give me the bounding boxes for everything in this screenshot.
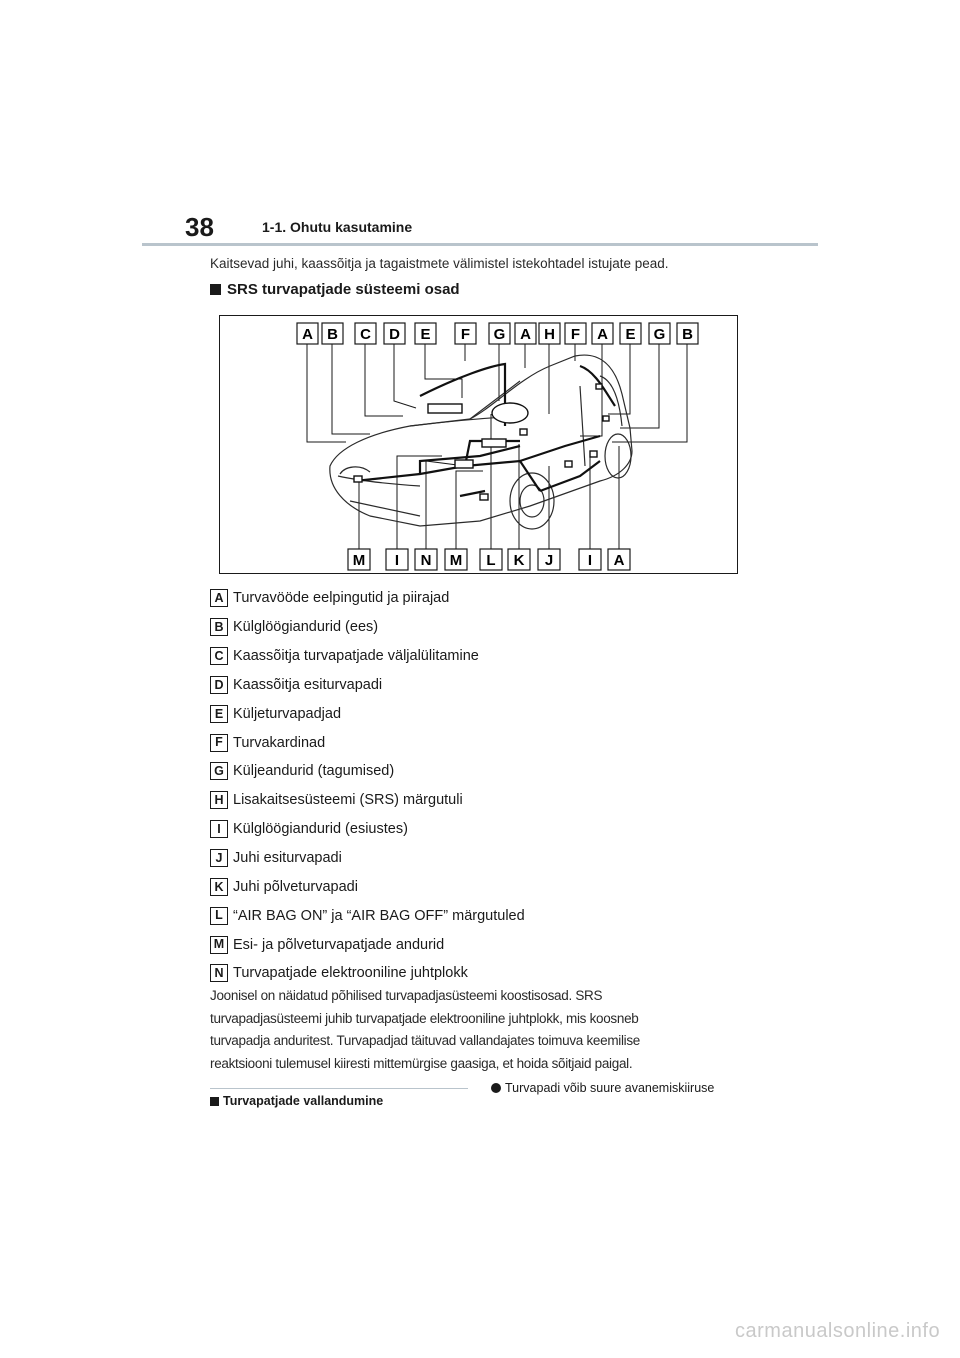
- svg-text:J: J: [544, 552, 554, 569]
- top-label-3: [355, 323, 376, 344]
- bottom-label-2: [386, 549, 408, 570]
- legend-letter: B: [210, 618, 228, 636]
- top-label-10: [565, 323, 586, 344]
- top-label-13: [649, 323, 670, 344]
- bottom-label-5: [480, 549, 502, 570]
- legend-letter: G: [210, 762, 228, 780]
- legend-text: Küljeturvapadjad: [233, 705, 342, 722]
- legend-item: [210, 613, 525, 642]
- svg-text:H: H: [544, 326, 555, 343]
- top-label-2: [322, 323, 343, 344]
- top-label-6: [455, 323, 476, 344]
- section-title: 1-1. Ohutu kasutamine: [262, 219, 413, 235]
- svg-text:M: M: [352, 552, 366, 569]
- top-label-14: [677, 323, 698, 344]
- legend-item: [210, 844, 525, 873]
- watermark: carmanualsonline.info: [735, 1320, 941, 1342]
- legend-letter: E: [210, 705, 228, 723]
- svg-text:E: E: [625, 326, 636, 343]
- legend-text: Esi- ja põlveturvapatjade andurid: [233, 936, 445, 953]
- paragraph-line: reaktsiooni tulemusel kiiresti mittemürgise gaasiga, et hoida sõitjaid paigal.: [210, 1055, 633, 1071]
- svg-text:I: I: [587, 552, 593, 569]
- legend-text: Kaassõitja turvapatjade väljalülitamine: [233, 648, 479, 665]
- subheading-text: SRS turvapatjade süsteemi osad: [227, 281, 460, 298]
- legend-text: Lisakaitsesüsteemi (SRS) märgutuli: [233, 792, 463, 809]
- legend-item: [210, 699, 525, 728]
- page-number: 38: [185, 212, 214, 242]
- paragraph-line: turvapadjasüsteemi juhib turvapatjade elektrooniline juhtplokk, mis koosneb: [210, 1010, 639, 1026]
- svg-text:A: A: [302, 326, 313, 343]
- legend-letter: J: [210, 849, 228, 867]
- bottom-right-note: [491, 1081, 714, 1095]
- legend-letter: C: [210, 647, 228, 665]
- bottom-label-9: [608, 549, 630, 570]
- square-bullet-icon: [210, 284, 221, 295]
- svg-text:I: I: [394, 552, 400, 569]
- top-label-11: [592, 323, 613, 344]
- bottom-rule: [210, 1088, 468, 1089]
- svg-text:E: E: [420, 326, 431, 343]
- header-rule: [142, 243, 818, 246]
- svg-text:B: B: [327, 326, 338, 343]
- bottom-left-heading: [210, 1094, 383, 1108]
- svg-text:D: D: [389, 326, 400, 343]
- legend-letter: A: [210, 589, 228, 607]
- svg-text:F: F: [460, 326, 471, 343]
- top-label-7: [489, 323, 510, 344]
- bottom-label-1: [348, 549, 370, 570]
- top-label-row: [297, 323, 698, 344]
- legend-text: Juhi esiturvapadi: [233, 850, 342, 867]
- svg-text:C: C: [360, 326, 371, 343]
- srs-diagram: [219, 315, 738, 574]
- legend-letter: H: [210, 791, 228, 809]
- legend-letter: F: [210, 734, 228, 752]
- legend-item: [210, 642, 525, 671]
- legend-item: [210, 786, 525, 815]
- legend-text: Külglöögiandurid (esiustes): [233, 821, 408, 838]
- legend-text: Turvapatjade elektrooniline juhtplokk: [233, 965, 468, 982]
- legend-item: [210, 728, 525, 757]
- svg-text:G: G: [493, 326, 506, 343]
- legend-item: [210, 584, 525, 613]
- legend-letter: L: [210, 907, 228, 925]
- subheading: [210, 281, 460, 298]
- legend-text: Juhi põlveturvapadi: [233, 878, 358, 895]
- top-label-9: [539, 323, 560, 344]
- legend-letter: I: [210, 820, 228, 838]
- top-label-8: [515, 323, 536, 344]
- legend-item: [210, 671, 525, 700]
- svg-text:A: A: [520, 326, 531, 343]
- bottom-label-3: [415, 549, 437, 570]
- legend-letter: D: [210, 676, 228, 694]
- legend-text: “AIR BAG ON” ja “AIR BAG OFF” märgutuled: [233, 907, 525, 924]
- paragraph-line: turvapadja anduritest. Turvapadjad täituvad vallandajates toimuva keemilise: [210, 1033, 641, 1048]
- legend-text: Turvavööde eelpingutid ja piirajad: [233, 590, 450, 607]
- bottom-left-text: Turvapatjade vallandumine: [223, 1094, 384, 1108]
- intro-text: Kaitsevad juhi, kaassõitja ja tagaistmete välimistel istekohtadel istujate pead.: [210, 256, 669, 271]
- legend-text: Kaassõitja esiturvapadi: [233, 676, 383, 693]
- svg-text:A: A: [613, 552, 625, 569]
- car-diagram-svg: [220, 316, 737, 573]
- bottom-label-6: [508, 549, 530, 570]
- bottom-right-text: Turvapadi võib suure avanemiskiiruse: [505, 1081, 715, 1095]
- bottom-label-8: [579, 549, 601, 570]
- top-label-5: [415, 323, 436, 344]
- legend-text: Küljeandurid (tagumised): [233, 763, 395, 780]
- svg-text:A: A: [597, 326, 608, 343]
- legend-item: [210, 930, 525, 959]
- legend-letter: K: [210, 878, 228, 896]
- square-bullet-icon: [210, 1097, 219, 1106]
- round-bullet-icon: [491, 1083, 501, 1093]
- svg-text:N: N: [420, 552, 432, 569]
- svg-text:F: F: [570, 326, 581, 343]
- explanation-paragraph: [210, 985, 730, 1075]
- bottom-label-4: [445, 549, 467, 570]
- svg-text:M: M: [449, 552, 463, 569]
- legend-item: [210, 901, 525, 930]
- legend-item: [210, 757, 525, 786]
- legend-text: Turvakardinad: [233, 734, 326, 751]
- legend-text: Külglöögiandurid (ees): [233, 619, 379, 636]
- component-legend: [210, 584, 525, 988]
- srs-components: [354, 384, 609, 500]
- bottom-label-row: [348, 549, 630, 570]
- svg-text:B: B: [682, 326, 693, 343]
- legend-item: [210, 872, 525, 901]
- legend-letter: M: [210, 936, 228, 954]
- top-label-12: [620, 323, 641, 344]
- top-label-4: [384, 323, 405, 344]
- bottom-label-7: [538, 549, 560, 570]
- top-label-1: [297, 323, 318, 344]
- svg-text:L: L: [486, 552, 496, 569]
- paragraph-line: Joonisel on näidatud põhilised turvapadjasüsteemi koostisosad. SRS: [210, 988, 603, 1003]
- legend-item: [210, 959, 525, 988]
- legend-letter: N: [210, 964, 228, 982]
- svg-text:K: K: [513, 552, 525, 569]
- svg-text:G: G: [653, 326, 666, 343]
- legend-item: [210, 815, 525, 844]
